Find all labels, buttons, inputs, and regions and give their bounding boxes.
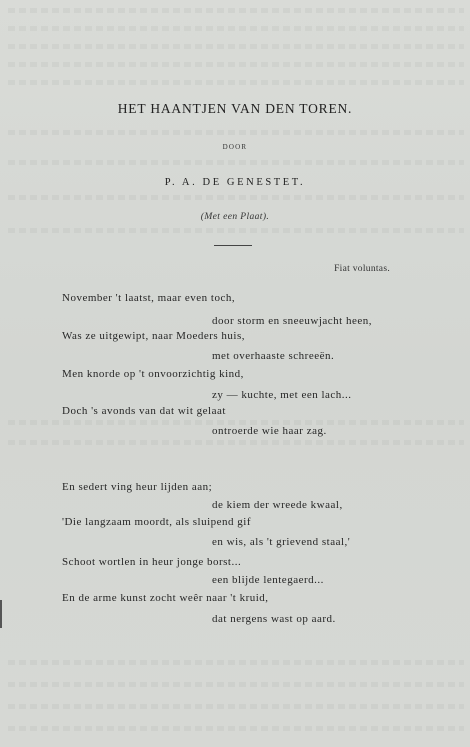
show-through-line xyxy=(8,682,464,687)
show-through-line xyxy=(8,228,464,233)
author-name: P. A. DE GENESTET. xyxy=(164,177,306,188)
verse-line-indented: met overhaaste schreeën. xyxy=(212,350,335,362)
show-through-line xyxy=(8,704,464,709)
verse-line-indented: ontroerde wie haar zag. xyxy=(212,425,327,437)
verse-line-indented: zy — kuchte, met een lach... xyxy=(212,389,352,401)
show-through-line xyxy=(8,130,464,135)
show-through-line xyxy=(8,80,464,85)
show-through-line xyxy=(8,440,464,445)
verse-line: Men knorde op 't onvoorzichtig kind, xyxy=(62,368,244,380)
poem-title: HET HAANTJEN VAN DEN TOREN. xyxy=(117,101,353,116)
epigraph: Fiat voluntas. xyxy=(334,264,390,274)
verse-line: 'Die langzaam moordt, als sluipend gif xyxy=(62,516,251,528)
verse-line: November 't laatst, maar even toch, xyxy=(62,292,236,304)
verse-line-indented: door storm en sneeuwjacht heen, xyxy=(212,315,372,327)
show-through-line xyxy=(8,160,464,165)
verse-line-indented: een blijde lentegaerd... xyxy=(212,574,324,586)
verse-line: Was ze uitgewipt, naar Moeders huis, xyxy=(62,330,245,342)
verse-line: Doch 's avonds van dat wit gelaat xyxy=(62,405,226,417)
verse-line-indented: dat nergens wast op aard. xyxy=(212,613,336,625)
by-line: DOOR xyxy=(222,143,248,151)
show-through-line xyxy=(8,26,464,31)
illustration-note: (Met een Plaat). xyxy=(200,212,270,222)
page-edge-mark xyxy=(0,600,2,628)
verse-line-indented: de kiem der wreede kwaal, xyxy=(212,499,343,511)
show-through-line xyxy=(8,726,464,731)
show-through-line xyxy=(8,195,464,200)
show-through-line xyxy=(8,44,464,49)
verse-line-indented: en wis, als 't grievend staal,' xyxy=(212,536,351,548)
show-through-line xyxy=(8,62,464,67)
divider-rule xyxy=(214,245,252,246)
show-through-line xyxy=(8,8,464,13)
verse-line: En de arme kunst zocht weêr naar 't kruid, xyxy=(62,592,269,604)
verse-line: En sedert ving heur lijden aan; xyxy=(62,481,213,493)
verse-line: Schoot wortlen in heur jonge borst... xyxy=(62,556,242,568)
show-through-line xyxy=(8,660,464,665)
